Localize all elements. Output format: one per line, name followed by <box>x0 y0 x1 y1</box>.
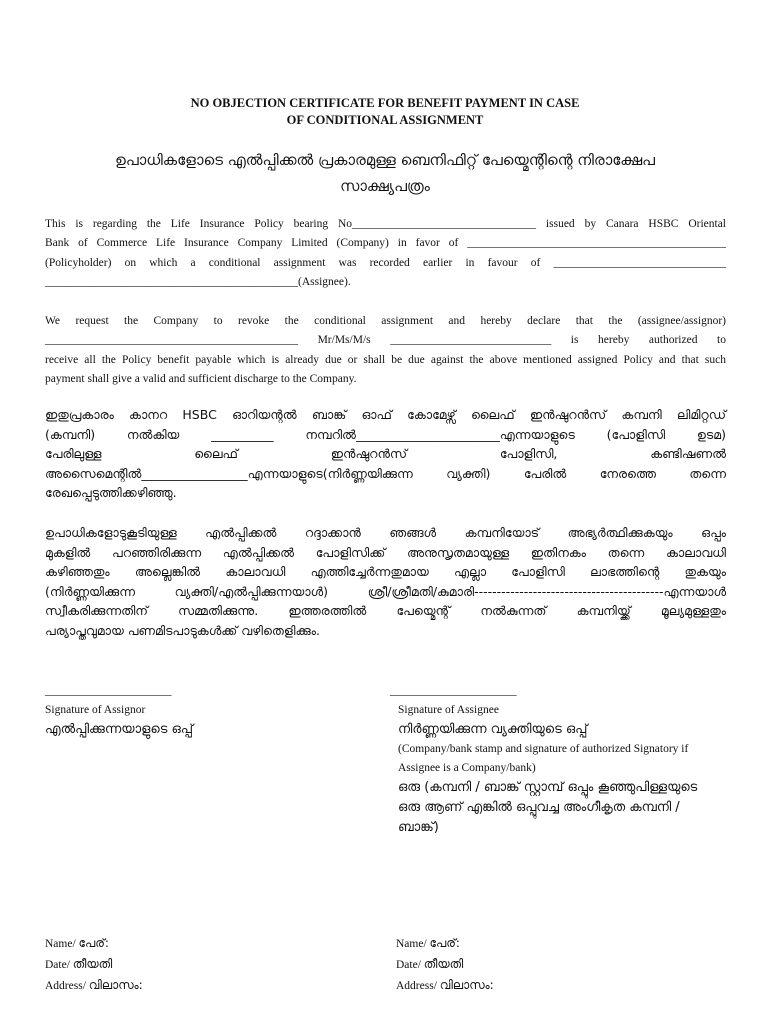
date-label: Date/ <box>45 959 70 971</box>
stamp-note-ml-line-1: ഒരു (കമ്പനി / ബാങ്ക് സ്റ്റാമ്പ് ഒപ്പും കൂഞ്ഞുപിള്ളയുടെ <box>398 780 698 795</box>
name-field-label <box>396 933 696 954</box>
name-label: Name/ <box>45 938 76 950</box>
signature-line: ______________________ <box>45 685 172 697</box>
name-field-label <box>45 933 345 954</box>
assignor-details <box>45 933 345 996</box>
ml-paragraph-policy-details <box>45 405 726 503</box>
assignee-signature-label: Signature of Assignee <box>398 704 499 716</box>
assignor-signature-label: Signature of Assignor <box>45 704 146 716</box>
paragraph-line: We request the Company to revoke the conditional assignment and hereby declare that the (assignee/assignor) <box>45 315 726 327</box>
assignor-signature-block <box>45 682 365 740</box>
address-label: Address/ <box>396 980 437 992</box>
paragraph-line: ____________________________________________ Mr/Ms/M/s ____________________________ is hereby authorized to <box>45 334 726 347</box>
signature-line: ______________________ <box>390 685 517 697</box>
ml-paragraph-line: മുകളിൽ പറഞ്ഞിരിക്കുന്ന എൽപ്പിക്കൽ പോളിസിക്ക് അനുസൃതമായുള്ള ഇതിനകം തന്നെ കാലാവധി <box>45 544 726 560</box>
paragraph-line: payment shall give a valid and sufficient discharge to the Company. <box>45 373 357 386</box>
ml-paragraph-line: അസൈമെന്റിൽ_________________എന്നയാളുടെ(നിർണ്ണയിക്കുന്ന വ്യക്തി) പേരിൽ നേരത്തെ തന്നെ <box>45 465 726 481</box>
paragraph-line: Bank of Commerce Life Insurance Company Limited (Company) in favor of _____________________________________________ <box>45 237 726 250</box>
stamp-note-ml-line-3: ബാങ്ക്) <box>398 820 439 835</box>
paragraph-revoke-request <box>45 312 726 390</box>
address-field-label <box>396 975 696 996</box>
assignee-signature-block <box>390 682 730 838</box>
assignee-details <box>396 933 696 996</box>
stamp-note-line-2: Assignee is a Company/bank) <box>398 762 536 774</box>
name-label-ml: പേര്: <box>429 936 460 950</box>
name-label: Name/ <box>396 938 427 950</box>
paragraph-policy-details <box>45 215 726 293</box>
paragraph-line: (Policyholder) on which a conditional assignment was recorded earlier in favour of ______________________________ <box>45 256 726 269</box>
date-field-label <box>396 954 696 975</box>
ml-paragraph-line: പര്യാപ്തവുമായ പണമിടപാടുകൾക്ക് വഴിതെളിക്കും. <box>45 622 320 638</box>
name-label-ml: പേര്: <box>78 936 109 950</box>
ml-paragraph-line: ഇതുപ്രകാരം കാനറ HSBC ഓറിയന്റൽ ബാങ്ക് ഓഫ് കോമേഴ്സ് ലൈഫ് ഇൻഷുറൻസ് കമ്പനി ലിമിറ്റഡ് <box>45 407 726 422</box>
paragraph-line: receive all the Policy benefit payable which is already due or shall be due against the above mentioned assigned Policy and that such <box>45 353 726 366</box>
stamp-note-ml-line-2: ഒരു ആണ് എങ്കിൽ ഒപ്പുവച്ച അംഗീകൃത കമ്പനി / <box>398 800 680 815</box>
title-line-1: NO OBJECTION CERTIFICATE FOR BENEFIT PAYMENT IN CASE <box>190 96 580 110</box>
date-label-ml: തീയതി <box>72 957 113 971</box>
ml-paragraph-line: ഉപാധികളോടുകൂടിയുള്ള എൽപ്പിക്കൽ റദ്ദാക്കാൻ ഞങ്ങൾ കമ്പനിയോട് അഭ്യർത്ഥിക്കുകയും ഒപ്പം <box>45 525 726 540</box>
ml-paragraph-line: സ്വീകരിക്കുന്നതിന് സമ്മതിക്കുന്നു. ഇത്തരത്തിൽ പേയ്മെന്റ് നൽകുന്നത് കമ്പനിയ്ക്ക് മൂല്യമുള്ളതും <box>45 603 726 618</box>
ml-paragraph-line: രേഖപ്പെടുത്തിക്കഴിഞ്ഞു. <box>45 485 177 500</box>
paragraph-line: ____________________________________________(Assignee). <box>45 276 351 289</box>
malayalam-title <box>40 147 730 199</box>
stamp-note-line-1: (Company/bank stamp and signature of authorized Signatory if <box>398 743 689 755</box>
document-title <box>0 95 770 129</box>
ml-paragraph-revoke-request <box>45 523 726 640</box>
paragraph-line: This is regarding the Life Insurance Policy bearing No________________________________ issued by Canara HSBC Oriental <box>45 218 726 230</box>
address-field-label <box>45 975 345 996</box>
address-label: Address/ <box>45 980 86 992</box>
date-label-ml: തീയതി <box>423 957 464 971</box>
assignee-signature-label-ml: നിർണ്ണയിക്കുന്ന വ്യക്തിയുടെ ഒപ്പ് <box>398 722 588 737</box>
address-label-ml: വിലാസം: <box>439 978 494 992</box>
assignor-signature-label-ml: എൽപ്പിക്കുന്നയാളുടെ ഒപ്പ് <box>45 722 194 737</box>
date-label: Date/ <box>396 959 421 971</box>
address-label-ml: വിലാസം: <box>88 978 143 992</box>
ml-paragraph-line: പേരിലുള്ള ലൈഫ് ഇൻഷുറൻസ് പോളിസി, കണ്ടിഷണൽ <box>45 446 726 461</box>
ml-paragraph-line: (കമ്പനി) നൽകിയ __________ നമ്പറിൽ_______________________എന്നയാളുടെ (പോളിസി ഉടമ) <box>45 426 726 442</box>
title-line-2: OF CONDITIONAL ASSIGNMENT <box>286 113 484 127</box>
date-field-label <box>45 954 345 975</box>
ml-title-line-2: സാക്ഷ്യപത്രം <box>340 177 430 195</box>
ml-title-line-1: ഉപാധികളോടെ എൽപ്പിക്കൽ പ്രകാരമുള്ള ബെനിഫിറ്റ് പേയ്മെന്റിന്റെ നിരാക്ഷേപ <box>115 151 655 169</box>
ml-paragraph-line: കഴിഞ്ഞതും അല്ലെങ്കിൽ കാലാവധി എത്തിച്ചേർന്നതുമായ എല്ലാ പോളിസി ലാഭത്തിന്റെ തുകയും <box>45 564 726 579</box>
ml-paragraph-line: (നിർണ്ണയിക്കുന്ന വ്യക്തി/എൽപ്പിക്കുന്നയാൾ) ശ്രീ/ശ്രീമതി/കുമാരി------------------------------------------എന്നയാൾ <box>45 583 726 599</box>
